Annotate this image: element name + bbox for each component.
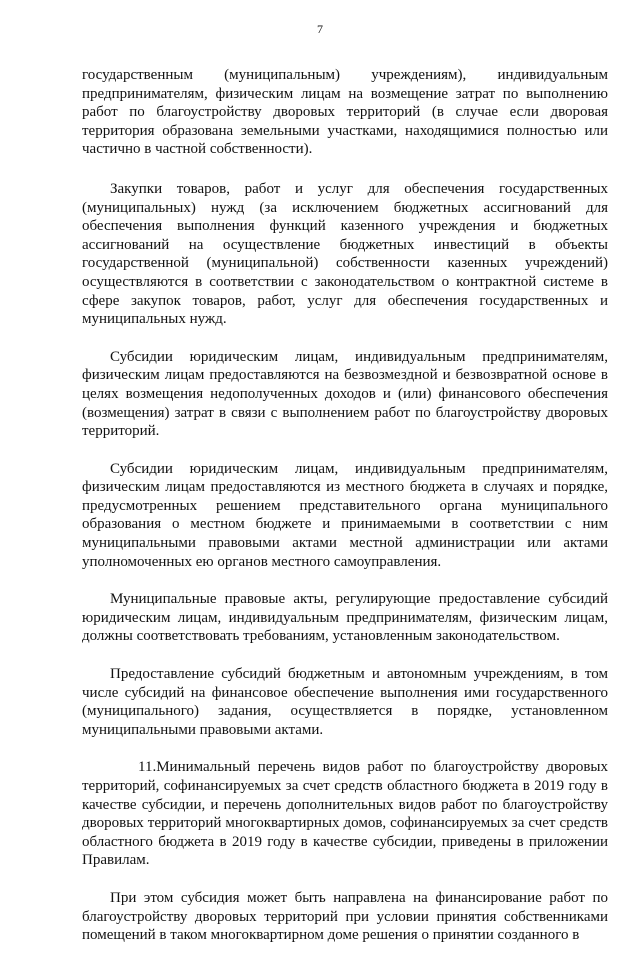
paragraph-11-text: Минимальный перечень видов работ по благоустройству дворовых территорий, софинансируемых за счет средств областного бюджета в 2019 году в качестве субсидии, и перечень дополнительных видов работ по благоустройству дворовых территорий многоквартирных домов, софинансируемых за счет средств областного бюджета в 2019 году в качестве субсидии, приведены в приложении Правилам.	[82, 759, 608, 869]
paragraph-subsidy-direction: При этом субсидия может быть направлена на финансирование работ по благоустройству дворовых территорий при условии принятия собственниками помещений в таком многоквартирном доме решения о принятии созданного в	[82, 889, 608, 944]
paragraph-municipal-acts: Муниципальные правовые акты, регулирующие предоставление субсидий юридическим лицам, индивидуальным предпринимателям, физическим лицам, должны соответствовать требованиям, установленным законодательством.	[82, 591, 608, 645]
paragraph-institution-subsidies: Предоставление субсидий бюджетным и автономным учреждениям, в том числе субсидий на финансовое обеспечение выполнения ими государственного (муниципального) задания, осуществляется в порядке, установленном муниципальными правовыми актами.	[82, 666, 608, 738]
paragraph-procurement: Закупки товаров, работ и услуг для обеспечения государственных (муниципальных) нужд (за исключением бюджетных ассигнований для обеспечения выполнения функций казенного учреждения и бюджетных ассигнований на осуществление бюджетных инвестиций в объекты государственной (муниципальной) собственности казенных учреждений) осуществляются в соответствии с законодательством о контрактной системе в сфере закупок товаров, работ, услуг для обеспечения государственных и муниципальных нужд.	[82, 180, 608, 328]
paragraph-continuation: государственным (муниципальным) учреждениям), индивидуальным предпринимателям, физическим лицам на возмещение затрат по выполнению работ по благоустройству дворовых территорий (в случае если дворовая территория образована земельными участками, находящимися полностью или частично в частной собственности).	[82, 67, 608, 158]
document-body	[82, 66, 608, 964]
paragraph-subsidies-local-budget: Субсидии юридическим лицам, индивидуальным предпринимателям, физическим лицам предоставляются из местного бюджета в случаях и порядке, предусмотренных решением представительного органа муниципального образования о местном бюджете и принимаемыми в соответствии с ним муниципальными правовыми актами местной администрации или актами уполномоченных ею органов местного самоуправления.	[82, 460, 608, 570]
numbered-paragraph-11	[82, 758, 608, 870]
paragraph-number: 11.	[138, 759, 157, 776]
page-number: 7	[317, 22, 323, 36]
paragraph-subsidies-basis: Субсидии юридическим лицам, индивидуальным предпринимателям, физическим лицам предоставляются на безвозмездной и безвозвратной основе в целях возмещения недополученных доходов и (или) финансового обеспечения (возмещения) затрат в связи с выполнением работ по благоустройству дворовых территорий.	[82, 348, 608, 440]
